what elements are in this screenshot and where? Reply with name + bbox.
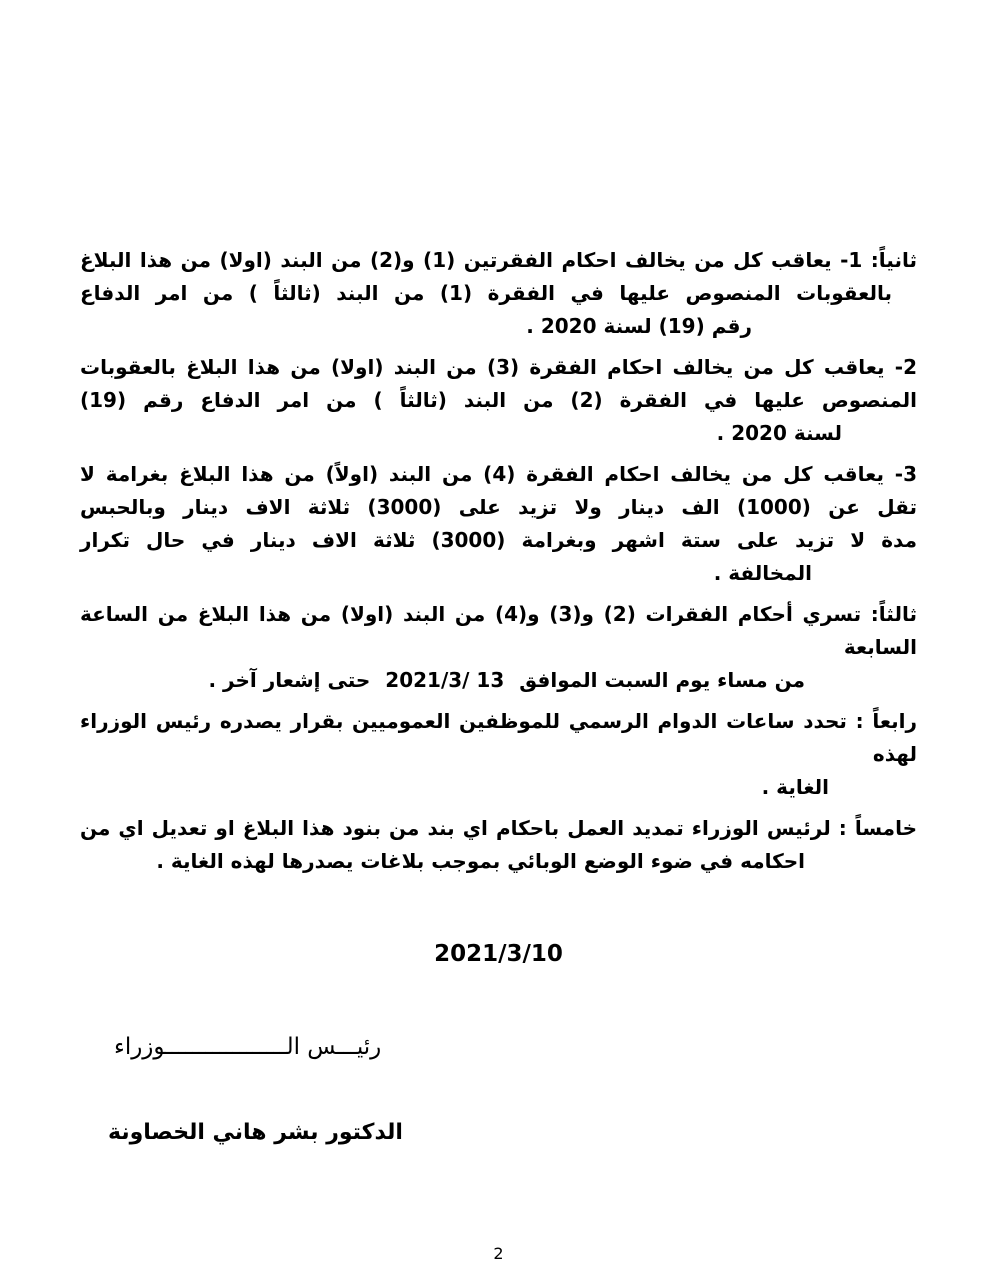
clause-third-line2-pre: من مساء يوم السبت الموافق: [519, 668, 805, 692]
clause-third-line1: ثالثاً: تسري أحكام الفقرات (2) و(3) و(4) من البند (اولا) من هذا البلاغ من الساعة السابعة: [80, 602, 917, 659]
clause-third-line2-post: حتى إشعار آخر .: [208, 668, 371, 692]
page-number: 2: [493, 1244, 504, 1263]
clause-fourth-line1: رابعاً : تحدد ساعات الدوام الرسمي للموظفين العموميين بقرار يصدره رئيس الوزراء لهذه: [80, 709, 917, 766]
clause-second-item1-line2: بالعقوبات المنصوص عليها في الفقرة (1) من البند (ثالثاً ) من امر الدفاع: [80, 281, 892, 305]
clause-second-item2-line1: 2- يعاقب كل من يخالف احكام الفقرة (3) من البند (اولا) من هذا البلاغ بالعقوبات: [80, 355, 918, 379]
clause-second-item3: [80, 458, 917, 590]
clause-second-item2: [80, 351, 917, 450]
clause-fifth-line1: خامساً : لرئيس الوزراء تمديد العمل باحكام اي بند من بنود هذا البلاغ او تعديل اي من: [80, 816, 917, 840]
effective-date: 2021/3/ 13: [385, 668, 505, 692]
clause-second-item1-line3: رقم (19) لسنة 2020 .: [526, 314, 752, 338]
clause-second-item3-line3: مدة لا تزيد على ستة اشهر وبغرامة (3000) ثلاثة الاف دينار في حال تكرار: [80, 528, 917, 552]
clause-second-item1-line1: ثانياً: 1- يعاقب كل من يخالف احكام الفقرتين (1) و(2) من البند (اولا) من هذا البلاغ: [80, 248, 917, 272]
clause-fourth: [80, 705, 917, 804]
clause-third-line2: [80, 664, 917, 697]
clause-second-item1: [80, 244, 917, 343]
issue-date: 2021/3/10: [434, 941, 563, 967]
clause-fifth-line2: احكامه في ضوء الوضع الوبائي بموجب بلاغات يصدرها لهذه الغاية .: [156, 849, 805, 873]
clause-second-item3-line4: المخالفة .: [713, 561, 812, 585]
clause-third: [80, 598, 917, 697]
clause-fourth-line2: الغاية .: [761, 775, 829, 799]
document-body: [80, 244, 917, 1265]
clause-second-item3-line1: 3- يعاقب كل من يخالف احكام الفقرة (4) من البند (اولاً) من هذا البلاغ بغرامة لا: [80, 462, 917, 486]
clause-fifth: [80, 812, 917, 878]
signature-name: الدكتور بشر هاني الخصاونة: [108, 1120, 403, 1145]
clause-second-item3-line2: تقل عن (1000) الف دينار ولا تزيد على (3000) ثلاثة الاف دينار وبالحبس: [80, 495, 917, 519]
clause-second-item2-line2: المنصوص عليها في الفقرة (2) من البند (ثالثاً ) من امر الدفاع رقم (19): [80, 388, 917, 412]
signature-title: رئيـــس الــــــــــــــــــوزراء: [114, 1034, 382, 1060]
clause-second-item2-line3: لسنة 2020 .: [716, 421, 842, 445]
